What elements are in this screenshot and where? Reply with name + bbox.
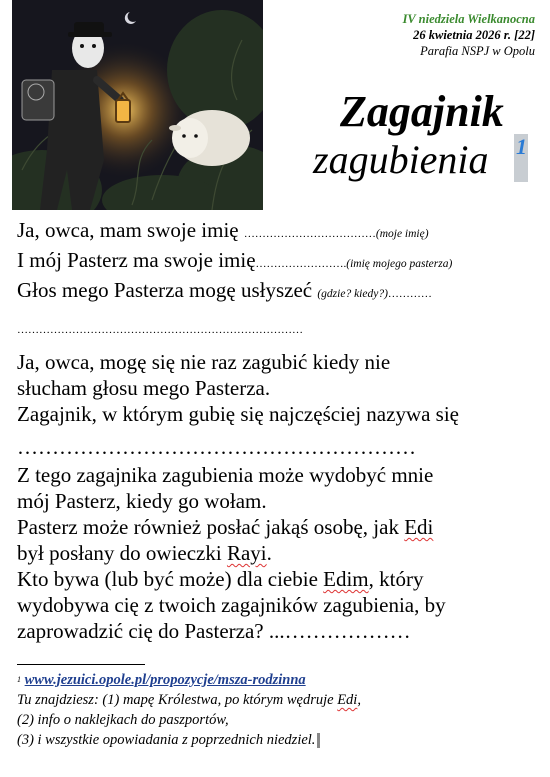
shepherd-name-blank[interactable]: ……………………. (255, 258, 347, 270)
shepherd-name-hint: (imię mojego pasterza) (346, 258, 453, 270)
rescue-text-c-end: , który (368, 567, 424, 591)
shepherd-with-lantern-and-sheep-illustration (12, 0, 263, 210)
parish-name: Parafia NSPJ w Opolu (420, 44, 535, 58)
text-cursor (317, 733, 320, 748)
lost-paragraph-line-2: słucham głosu mego Pasterza. (17, 376, 271, 400)
name-line (17, 217, 537, 247)
name-hint: (moje imię) (375, 228, 429, 240)
rescue-text-a: Pasterz może również posłać jakąś osobę, jak (17, 515, 405, 539)
thicket-name-blank[interactable]: ………………………………………………… (17, 435, 416, 459)
rescue-paragraph-line-2: mój Pasterz, kiedy go wołam. (17, 489, 267, 513)
rescue-text-b-end: . (266, 541, 272, 565)
cover-illustration (12, 0, 263, 210)
voice-prompt: Głos mego Pasterza mogę usłyszeć (17, 278, 318, 302)
voice-line (17, 277, 537, 307)
rescue-paragraph-line-6: wydobywa cię z twoich zagajników zagubienia, by (17, 593, 446, 617)
footnote-mark: 1 (17, 675, 21, 684)
shepherd-name-prompt: I mój Pasterz ma swoje imię (17, 248, 256, 272)
issue-date: 26 kwietnia 2026 r. [22] (413, 28, 535, 42)
footnote (17, 670, 361, 750)
voice-blank-continued[interactable]: …………………………………………………………………… (17, 324, 303, 336)
title-line-2: zagubienia (313, 137, 489, 182)
rescue-paragraph-line-3 (17, 514, 537, 540)
footnote-text-a: Tu znajdziesz: (1) mapę Królestwa, po którym wędruje (17, 692, 338, 708)
rescue-paragraph-line-1: Z tego zagajnika zagubienia może wydobyć mnie (17, 463, 434, 487)
voice-blank-line (17, 313, 537, 343)
name-edi: Edi (404, 515, 434, 539)
liturgical-sunday: IV niedziela Wielkanocna (402, 12, 535, 26)
issue-info (403, 11, 535, 59)
footnote-reference-mark: 1 (516, 134, 527, 159)
footnote-line-1 (17, 690, 361, 710)
footnote-line-3-text: (3) i wszystkie opowiadania z poprzednich niedziel. (17, 732, 316, 748)
name-edim: Edim (323, 567, 369, 591)
worksheet-body (17, 217, 537, 644)
rescue-paragraph-line-5 (17, 566, 537, 592)
footnote-reference[interactable] (514, 134, 528, 182)
shepherd-name-line (17, 247, 537, 277)
rescue-text-c: Kto bywa (lub być może) dla ciebie (17, 567, 324, 591)
footnote-link[interactable]: www.jezuici.opole.pl/propozycje/msza-rodzinna (24, 672, 306, 688)
name-blank[interactable]: ……………………………… (243, 228, 376, 240)
voice-blank[interactable]: ………… (387, 288, 432, 300)
rescue-paragraph-line-4 (17, 540, 537, 566)
voice-hint: (gdzie? kiedy?) (317, 288, 388, 300)
rescue-paragraph-line-7[interactable]: zaprowadzić cię do Pasterza? ...……………… (17, 619, 411, 643)
footnote-separator (17, 664, 145, 665)
footnote-text-a-end: , (357, 692, 361, 708)
lost-paragraph-line-3: Zagajnik, w którym gubię się najczęściej nazywa się (17, 402, 460, 426)
footnote-line-3 (17, 730, 361, 750)
name-rayi: Rayi (226, 541, 267, 565)
footnote-line-2: (2) info o naklejkach do paszportów, (17, 712, 229, 728)
title-line-1: Zagajnik (340, 87, 504, 136)
footnote-name-edi: Edi (337, 692, 358, 708)
name-prompt: Ja, owca, mam swoje imię (17, 218, 244, 242)
lost-paragraph-line-1: Ja, owca, mogę się nie raz zagubić kiedy nie (17, 350, 391, 374)
rescue-text-b: był posłany do owieczki (17, 541, 227, 565)
